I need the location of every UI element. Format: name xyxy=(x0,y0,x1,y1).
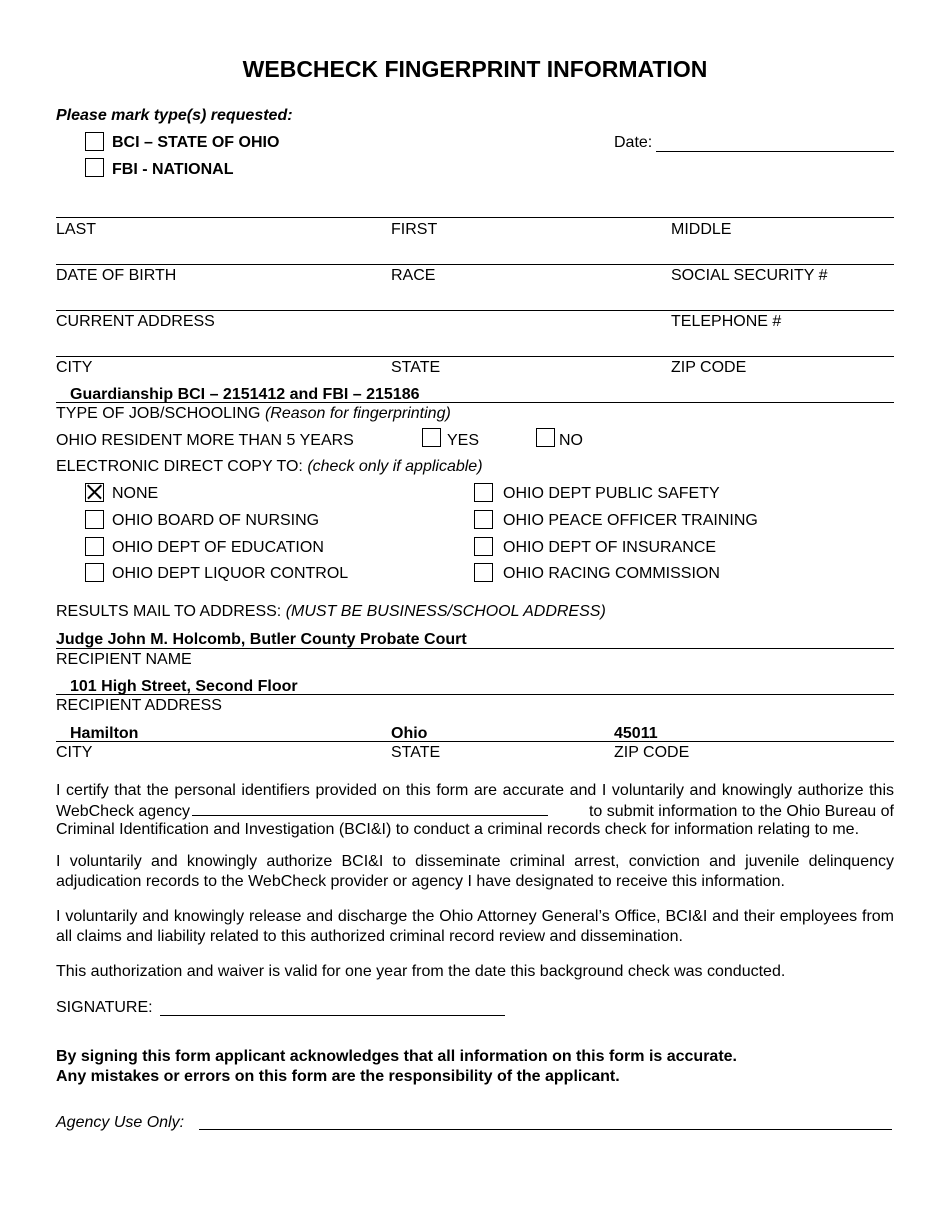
job-label xyxy=(56,404,451,423)
job-value[interactable]: Guardianship BCI – 2151412 and FBI – 215186 xyxy=(70,386,420,403)
recipient-name-value[interactable]: Judge John M. Holcomb, Butler County Probate Court xyxy=(56,631,467,648)
state-label: STATE xyxy=(391,359,441,376)
copy-peace-officer-checkbox[interactable] xyxy=(474,510,493,529)
results-note: (MUST BE BUSINESS/SCHOOL ADDRESS) xyxy=(285,603,606,620)
copy-racing-checkbox[interactable] xyxy=(474,563,493,582)
page-title: WEBCHECK FINGERPRINT INFORMATION xyxy=(242,56,708,82)
copy-liquor-checkbox[interactable] xyxy=(85,563,104,582)
copy-liquor-label: OHIO DEPT LIQUOR CONTROL xyxy=(112,565,349,582)
signature-input-line[interactable] xyxy=(160,1015,505,1016)
recipient-state-label: STATE xyxy=(391,744,441,761)
recipient-zip-label: ZIP CODE xyxy=(614,744,690,761)
recipient-city-value[interactable]: Hamilton xyxy=(70,725,139,742)
copy-public-safety-label: OHIO DEPT PUBLIC SAFETY xyxy=(503,485,720,502)
middle-name-label: MIDDLE xyxy=(671,221,732,238)
copy-insurance-label: OHIO DEPT OF INSURANCE xyxy=(503,539,717,556)
copy-to-label-text: ELECTRONIC DIRECT COPY TO: xyxy=(56,458,303,475)
copy-nursing-checkbox[interactable] xyxy=(85,510,104,529)
recipient-city-label: CITY xyxy=(56,744,93,761)
last-name-label: LAST xyxy=(56,221,97,238)
telephone-label: TELEPHONE # xyxy=(671,313,782,330)
copy-public-safety-checkbox[interactable] xyxy=(474,483,493,502)
dob-input-line[interactable] xyxy=(56,264,894,265)
acknowledge-line-1: By signing this form applicant acknowledges that all information on this form is accurate. xyxy=(56,1048,737,1065)
release-paragraph: I voluntarily and knowingly release and discharge the Ohio Attorney General’s Office, BCI&I and their employees from all claims and liability related to this authorized criminal record review and dissemination. xyxy=(56,908,894,945)
bci-state-checkbox[interactable] xyxy=(85,132,104,151)
date-input-line[interactable] xyxy=(656,151,894,152)
disseminate-paragraph: I voluntarily and knowingly authorize BCI&I to disseminate criminal arrest, conviction and juvenile delinquency adjudication records to the WebCheck provider or agency I have designated to receive this information. xyxy=(56,853,894,890)
copy-nursing-label: OHIO BOARD OF NURSING xyxy=(112,512,320,529)
city-input-line[interactable] xyxy=(56,356,894,357)
resident-label: OHIO RESIDENT MORE THAN 5 YEARS xyxy=(56,432,354,449)
copy-none-checkbox[interactable] xyxy=(85,483,104,502)
agency-use-line[interactable] xyxy=(199,1129,892,1130)
race-label: RACE xyxy=(391,267,436,284)
validity-paragraph: This authorization and waiver is valid for one year from the date this background check was conducted. xyxy=(56,963,786,980)
address-label: CURRENT ADDRESS xyxy=(56,313,215,330)
agency-input-line[interactable] xyxy=(192,801,548,816)
job-label-text: TYPE OF JOB/SCHOOLING xyxy=(56,405,261,422)
resident-yes-label: YES xyxy=(447,432,480,449)
job-input-line xyxy=(56,402,894,403)
copy-racing-label: OHIO RACING COMMISSION xyxy=(503,565,720,582)
zip-label: ZIP CODE xyxy=(671,359,747,376)
address-input-line[interactable] xyxy=(56,310,894,311)
fbi-national-checkbox[interactable] xyxy=(85,158,104,177)
results-label xyxy=(56,602,606,621)
acknowledge-line-2: Any mistakes or errors on this form are the responsibility of the applicant. xyxy=(56,1068,620,1085)
recipient-city-line xyxy=(56,741,894,742)
certify-agency-suffix: to submit information to the Ohio Bureau of xyxy=(588,803,894,820)
copy-peace-officer-label: OHIO PEACE OFFICER TRAINING xyxy=(503,512,758,529)
signature-label: SIGNATURE: xyxy=(56,999,153,1016)
certify-agency-prefix: WebCheck agency xyxy=(56,803,190,820)
copy-to-label xyxy=(56,457,483,476)
certify-line-2 xyxy=(56,801,894,822)
certify-line-3: Criminal Identification and Investigation (BCI&I) to conduct a criminal records check for information relating to me. xyxy=(56,821,860,838)
ssn-label: SOCIAL SECURITY # xyxy=(671,267,828,284)
certify-line-1: I certify that the personal identifiers provided on this form are accurate and I voluntarily and knowingly authorize this xyxy=(56,782,894,799)
dob-label: DATE OF BIRTH xyxy=(56,267,177,284)
results-label-text: RESULTS MAIL TO ADDRESS: xyxy=(56,603,282,620)
copy-none-label: NONE xyxy=(112,485,159,502)
copy-insurance-checkbox[interactable] xyxy=(474,537,493,556)
recipient-address-line xyxy=(56,694,894,695)
agency-use-label: Agency Use Only: xyxy=(56,1114,185,1131)
city-label: CITY xyxy=(56,359,93,376)
job-label-note: (Reason for fingerprinting) xyxy=(264,405,451,422)
date-label: Date: xyxy=(614,134,653,151)
recipient-name-label: RECIPIENT NAME xyxy=(56,651,192,668)
recipient-address-label: RECIPIENT ADDRESS xyxy=(56,697,222,714)
bci-state-label: BCI – STATE OF OHIO xyxy=(112,134,280,151)
resident-no-label: NO xyxy=(559,432,583,449)
recipient-address-value[interactable]: 101 High Street, Second Floor xyxy=(70,678,298,695)
recipient-state-value[interactable]: Ohio xyxy=(391,725,428,742)
copy-to-note: (check only if applicable) xyxy=(307,458,483,475)
resident-yes-checkbox[interactable] xyxy=(422,428,441,447)
first-name-label: FIRST xyxy=(391,221,438,238)
recipient-name-line xyxy=(56,648,894,649)
type-request-prompt: Please mark type(s) requested: xyxy=(56,107,293,124)
fbi-national-label: FBI - NATIONAL xyxy=(112,161,234,178)
copy-education-checkbox[interactable] xyxy=(85,537,104,556)
name-input-line[interactable] xyxy=(56,217,894,218)
recipient-zip-value[interactable]: 45011 xyxy=(614,725,658,742)
resident-no-checkbox[interactable] xyxy=(536,428,555,447)
copy-education-label: OHIO DEPT OF EDUCATION xyxy=(112,539,324,556)
